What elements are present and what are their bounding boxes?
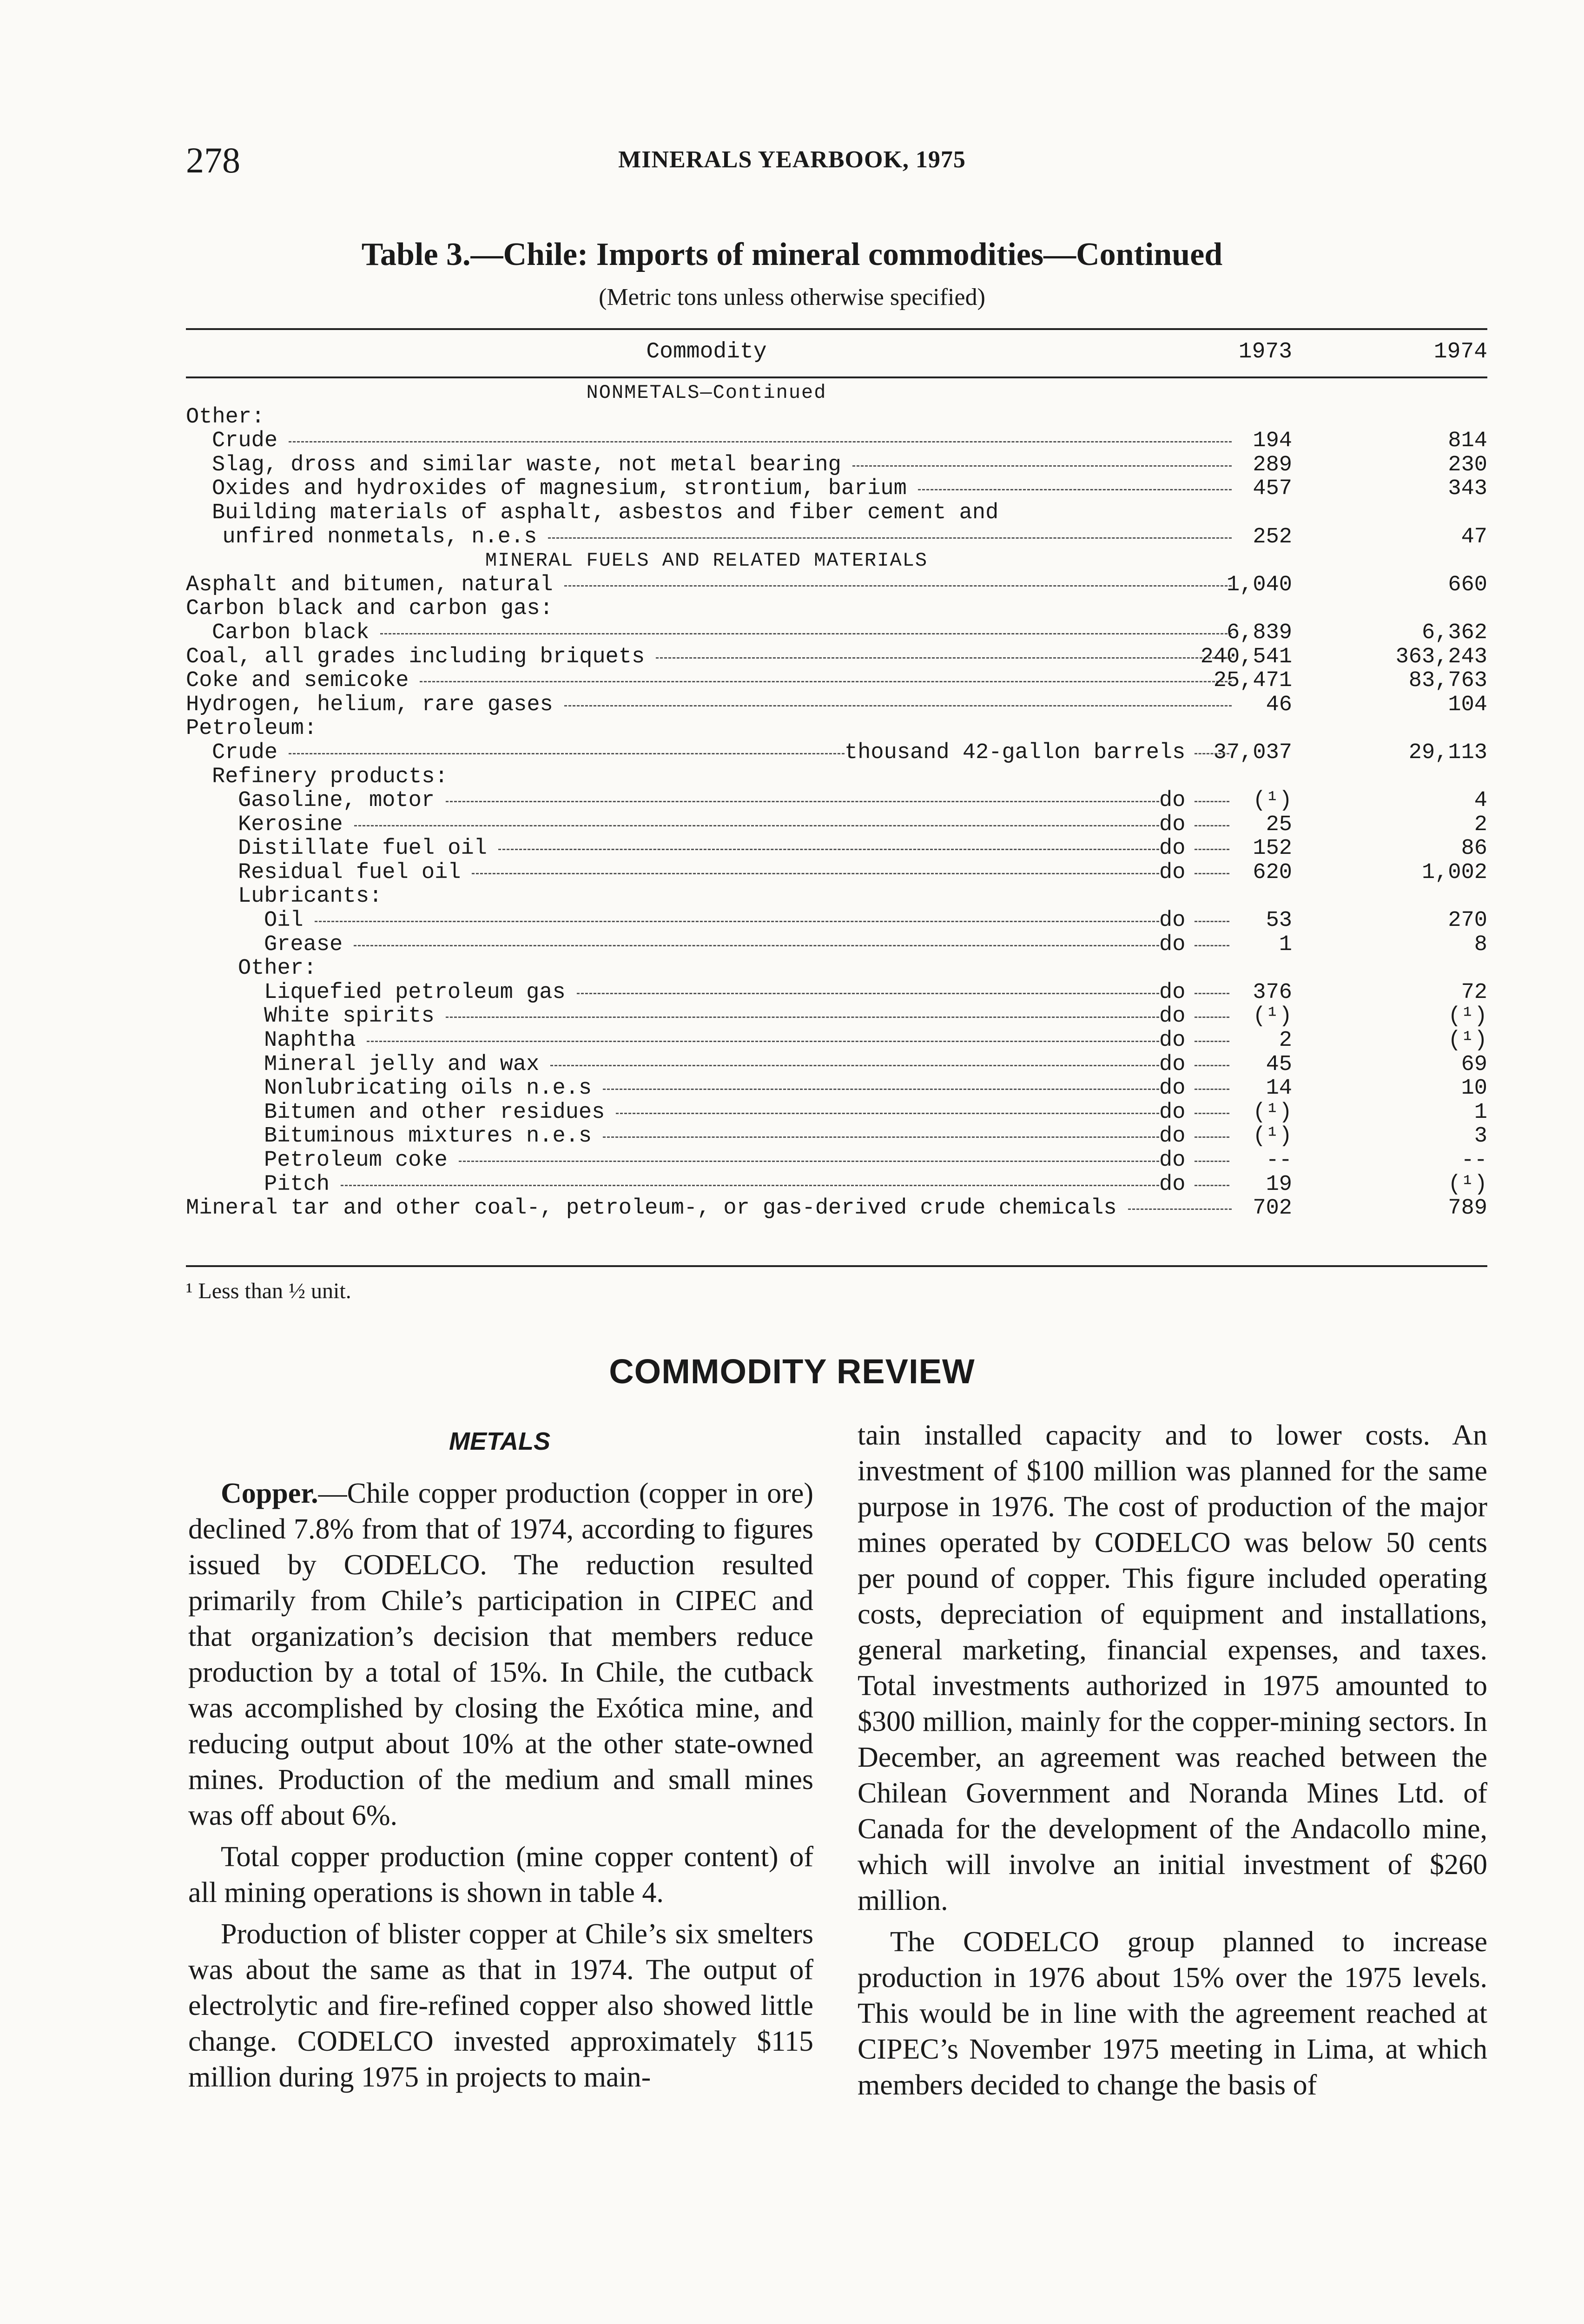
table-row-unit: do (1159, 1172, 1186, 1197)
paragraph-text: —Chile copper production (copper in ore) declined 7.8% from that of 1974, according to figures issued by CODELCO. The reduction resulted primarily from Chile’s participation in CIPEC and that organization’s decision that members reduce production by a total of 15%. In Chile, the cutback was accomplished by closing the Exótica mine, and reducing output about 10% at the other state-owned mines. Production of the medium and small mines was off about 6%. (188, 1478, 813, 1831)
table-cell-1973: -- (1266, 1148, 1292, 1173)
table-cell-1974: 4 (1474, 788, 1487, 813)
column-header-1973: 1973 (1238, 339, 1292, 364)
leader-dots (341, 1185, 1159, 1186)
table-row-label: unfired nonmetals, n.e.s (222, 524, 537, 549)
table-row (186, 1173, 1487, 1197)
table-row (186, 957, 1487, 981)
table-section-label: NONMETALS—Continued (586, 382, 827, 404)
table-row (186, 885, 1487, 909)
table-row-label: Distillate fuel oil (238, 836, 487, 861)
table-cell-1974: 86 (1461, 836, 1487, 861)
leader-dots (603, 1136, 1159, 1138)
table-row-unit: do (1159, 1148, 1186, 1173)
run-in-heading: Copper. (221, 1478, 318, 1509)
table-row-label: Oil (264, 908, 304, 933)
table-cell-1973: 252 (1253, 524, 1292, 549)
table-row-label: Coke and semicoke (186, 668, 409, 693)
table-row-label: Crude (212, 740, 278, 765)
table-cell-1973: (¹) (1253, 1004, 1292, 1029)
table-cell-1974: (¹) (1448, 1172, 1487, 1197)
table-cell-1974: (¹) (1448, 1004, 1487, 1029)
table-cell-1973: 45 (1266, 1052, 1292, 1077)
table-row-unit: do (1159, 932, 1186, 957)
table-cell-1974: 789 (1448, 1196, 1487, 1221)
body-paragraph: The CODELCO group planned to increase production in 1976 about 15% over the 1975 levels. This would be in line with the agreement reached at CIPEC’s November 1975 meeting in Lima, at which members decided to change the basis of (858, 1926, 1487, 2101)
leader-dots (550, 1065, 1159, 1066)
column-header-1974: 1974 (1433, 339, 1487, 364)
leader-dots (289, 753, 845, 754)
table-row-label: Refinery products: (212, 764, 448, 789)
table-cell-1973: 240,541 (1200, 644, 1292, 669)
leader-dots (420, 681, 1232, 682)
table-cell-1973: (¹) (1253, 1100, 1292, 1125)
table-cell-1974: 270 (1448, 908, 1487, 933)
table-row (186, 405, 1487, 429)
table-row-label: Petroleum: (186, 716, 317, 741)
leader-dots (446, 801, 1159, 802)
leader-dots (1195, 873, 1229, 874)
leader-dots (548, 537, 1232, 539)
running-head: MINERALS YEARBOOK, 1975 (618, 146, 966, 173)
table-row (186, 573, 1487, 597)
leader-dots (1195, 1113, 1229, 1114)
table-cell-1973: 25 (1266, 812, 1292, 837)
table-row-label: Kerosine (238, 812, 343, 837)
leader-dots (1195, 993, 1229, 994)
table-row-label: Building materials of asphalt, asbestos and fiber cement and (212, 500, 999, 525)
table-cell-1974: 363,243 (1395, 644, 1487, 669)
body-paragraph (188, 1916, 813, 2095)
table-footnote: ¹ Less than ½ unit. (186, 1279, 351, 1303)
table-row-label: Coal, all grades including briquets (186, 644, 645, 669)
leader-dots (656, 657, 1232, 659)
table-cell-1974: (¹) (1448, 1028, 1487, 1053)
table-row-unit: do (1159, 1028, 1186, 1053)
leader-dots (1195, 1136, 1229, 1138)
leader-dots (1195, 1185, 1229, 1186)
table-row (186, 1124, 1487, 1149)
table-row-unit: do (1159, 908, 1186, 933)
table-section-label: MINERAL FUELS AND RELATED MATERIALS (485, 549, 928, 572)
leader-dots (1195, 753, 1229, 754)
subsection-heading: METALS (449, 1427, 550, 1455)
table-row-unit: do (1159, 1100, 1186, 1125)
table-row (186, 1029, 1487, 1053)
leader-dots (616, 1113, 1159, 1114)
table-row (186, 813, 1487, 837)
leader-dots (367, 1041, 1159, 1042)
table-cell-1974: 1 (1474, 1100, 1487, 1125)
table-row-label: Bituminous mixtures n.e.s (264, 1124, 592, 1149)
table-subtitle: (Metric tons unless otherwise specified) (599, 284, 985, 310)
table-row-label: Pitch (264, 1172, 330, 1197)
table-cell-1974: 8 (1474, 932, 1487, 957)
table-cell-1973: 25,471 (1213, 668, 1292, 693)
table-row (186, 1053, 1487, 1077)
leader-dots (1195, 1089, 1229, 1090)
table-row-unit: do (1159, 812, 1186, 837)
leader-dots (289, 441, 1232, 442)
table-cell-1973: 19 (1266, 1172, 1292, 1197)
leader-dots (498, 849, 1159, 850)
table-row-unit: do (1159, 1052, 1186, 1077)
table-cell-1973: 2 (1279, 1028, 1292, 1053)
table-row (186, 501, 1487, 525)
table-row (186, 765, 1487, 789)
table-row (186, 837, 1487, 861)
table-row-label: Petroleum coke (264, 1148, 448, 1173)
table-row-label: Nonlubricating oils n.e.s (264, 1076, 592, 1101)
table-cell-1973: (¹) (1253, 1124, 1292, 1149)
table-cell-1973: 6,839 (1226, 620, 1292, 645)
leader-dots (446, 1017, 1159, 1018)
table-row-label: Other: (186, 404, 265, 429)
table-row (186, 477, 1487, 501)
table-cell-1974: 660 (1448, 572, 1487, 597)
leader-dots (1195, 801, 1229, 802)
table-cell-1973: 620 (1253, 860, 1292, 885)
table-cell-1974: 230 (1448, 452, 1487, 477)
text-column-right (858, 1418, 1487, 2109)
leader-dots (1195, 1017, 1229, 1018)
table-title: Table 3.—Chile: Imports of mineral commodities—Continued (361, 237, 1223, 272)
table-cell-1974: 343 (1448, 476, 1487, 502)
paragraph-text: Production of blister copper at Chile’s six smelters was about the same as that in 1974. The output of electrolytic and fire-refined copper also showed little change. CODELCO invested approximately $115 million during 1975 in projects to main- (188, 1918, 813, 2093)
table-cell-1974: 69 (1461, 1052, 1487, 1077)
table-row-unit: do (1159, 980, 1186, 1005)
table-row-label: Mineral tar and other coal-, petroleum-, or gas-derived crude chemicals (186, 1196, 1117, 1221)
table-row-label: Other: (238, 956, 317, 981)
leader-dots (1195, 1161, 1229, 1162)
table-row (186, 909, 1487, 933)
body-paragraph (188, 1839, 813, 1911)
table-row-label: Lubricants: (238, 884, 383, 909)
table-row-label: Liquefied petroleum gas (264, 980, 566, 1005)
table-section-row (186, 381, 1487, 405)
table-cell-1974: 10 (1461, 1076, 1487, 1101)
table-cell-1974: 104 (1448, 692, 1487, 717)
table-row-label: Oxides and hydroxides of magnesium, strontium, barium (212, 476, 907, 502)
table-row (186, 429, 1487, 453)
table-cell-1973: 194 (1253, 429, 1292, 454)
table-cell-1974: 1,002 (1421, 860, 1487, 885)
table-cell-1973: 289 (1253, 452, 1292, 477)
table-row-label: Residual fuel oil (238, 860, 461, 885)
leader-dots (1195, 921, 1229, 922)
table-row (186, 453, 1487, 477)
table-column-header (186, 335, 1487, 372)
table-row (186, 981, 1487, 1005)
table-row-label: Bitumen and other residues (264, 1100, 605, 1125)
table-row-label: Asphalt and bitumen, natural (186, 572, 553, 597)
table-row-label: Carbon black and carbon gas: (186, 596, 553, 621)
table-bottom-rule (186, 1265, 1487, 1267)
table-row (186, 789, 1487, 813)
table-row-label: Slag, dross and similar waste, not metal bearing (212, 452, 841, 477)
table-row-unit: do (1159, 1124, 1186, 1149)
table-row-unit: do (1159, 1076, 1186, 1101)
table-row (186, 933, 1487, 957)
table-row-label: White spirits (264, 1004, 435, 1029)
table-row (186, 669, 1487, 693)
leader-dots (577, 993, 1159, 994)
table-cell-1973: 152 (1253, 836, 1292, 861)
table-row-unit: do (1159, 860, 1186, 885)
leader-dots (315, 921, 1159, 922)
table-cell-1974: 83,763 (1408, 668, 1487, 693)
leader-dots (1195, 1065, 1229, 1066)
leader-dots (354, 825, 1159, 826)
table-row (186, 1076, 1487, 1101)
table-cell-1974: 72 (1461, 980, 1487, 1005)
table-cell-1974: -- (1461, 1148, 1487, 1173)
leader-dots (1195, 1041, 1229, 1042)
leader-dots (472, 873, 1159, 874)
leader-dots (354, 945, 1159, 946)
table-cell-1973: 14 (1266, 1076, 1292, 1101)
table-row (186, 1004, 1487, 1029)
column-header-commodity: Commodity (646, 339, 767, 364)
table-row (186, 741, 1487, 765)
leader-dots (380, 633, 1232, 634)
body-paragraph (188, 1476, 813, 1834)
paragraph-text: Total copper production (mine copper content) of all mining operations is shown in table 4. (188, 1841, 813, 1908)
leader-dots (459, 1161, 1159, 1162)
leader-dots (1195, 825, 1229, 826)
table-row-label: Carbon black (212, 620, 370, 645)
table-cell-1974: 6,362 (1421, 620, 1487, 645)
leader-dots (603, 1089, 1159, 1090)
table-row-unit: thousand 42-gallon barrels (845, 740, 1186, 765)
leader-dots (1195, 945, 1229, 946)
text-column-left (188, 1476, 813, 2101)
table-row-label: Hydrogen, helium, rare gases (186, 692, 553, 717)
table-row (186, 621, 1487, 645)
table-row-unit: do (1159, 836, 1186, 861)
table-row-label: Grease (264, 932, 343, 957)
table-cell-1974: 29,113 (1408, 740, 1487, 765)
table-cell-1974: 47 (1461, 524, 1487, 549)
table-section-row (186, 549, 1487, 573)
table-cell-1974: 814 (1448, 429, 1487, 454)
table-cell-1973: 53 (1266, 908, 1292, 933)
page-number: 278 (186, 140, 240, 180)
table-row (186, 597, 1487, 621)
leader-dots (564, 585, 1232, 587)
table-cell-1973: 457 (1253, 476, 1292, 502)
table-row-label: Mineral jelly and wax (264, 1052, 540, 1077)
table-body (186, 381, 1487, 1221)
section-heading: COMMODITY REVIEW (609, 1352, 975, 1391)
table-row (186, 861, 1487, 885)
table-row (186, 1196, 1487, 1221)
table-row (186, 525, 1487, 549)
table-cell-1973: 37,037 (1213, 740, 1292, 765)
table-cell-1973: 46 (1266, 692, 1292, 717)
table-row-unit: do (1159, 1004, 1186, 1029)
table-cell-1973: (¹) (1253, 788, 1292, 813)
table-row (186, 1149, 1487, 1173)
leader-dots (564, 705, 1232, 706)
table-row-label: Gasoline, motor (238, 788, 435, 813)
table-cell-1973: 1,040 (1226, 572, 1292, 597)
table-row-unit: do (1159, 788, 1186, 813)
table-cell-1973: 702 (1253, 1196, 1292, 1221)
table-cell-1973: 1 (1279, 932, 1292, 957)
table-row (186, 1101, 1487, 1125)
table-cell-1974: 2 (1474, 812, 1487, 837)
table-cell-1973: 376 (1253, 980, 1292, 1005)
table-top-rule (186, 328, 1487, 330)
leader-dots (1195, 849, 1229, 850)
table-row-label: Naphtha (264, 1028, 356, 1053)
table-header-rule (186, 376, 1487, 378)
table-cell-1974: 3 (1474, 1124, 1487, 1149)
table-row (186, 717, 1487, 741)
table-row (186, 693, 1487, 717)
body-paragraph: tain installed capacity and to lower costs. An investment of $100 million was planned for the same purpose in 1976. The cost of production of the major mines operated by CODELCO was below 50 cents per pound of copper. This figure included operating costs, depreciation of equipment and installations, general marketing, financial expenses, and taxes. Total investments authorized in 1975 amounted to $300 million, mainly for the copper-mining sectors. In December, an agreement was reached between the Chilean Government and Noranda Mines Ltd. of Canada for the development of the Andacollo mine, which will involve an initial investment of $260 million. (858, 1419, 1487, 1916)
table-row-label: Crude (212, 429, 278, 454)
table-row (186, 645, 1487, 669)
